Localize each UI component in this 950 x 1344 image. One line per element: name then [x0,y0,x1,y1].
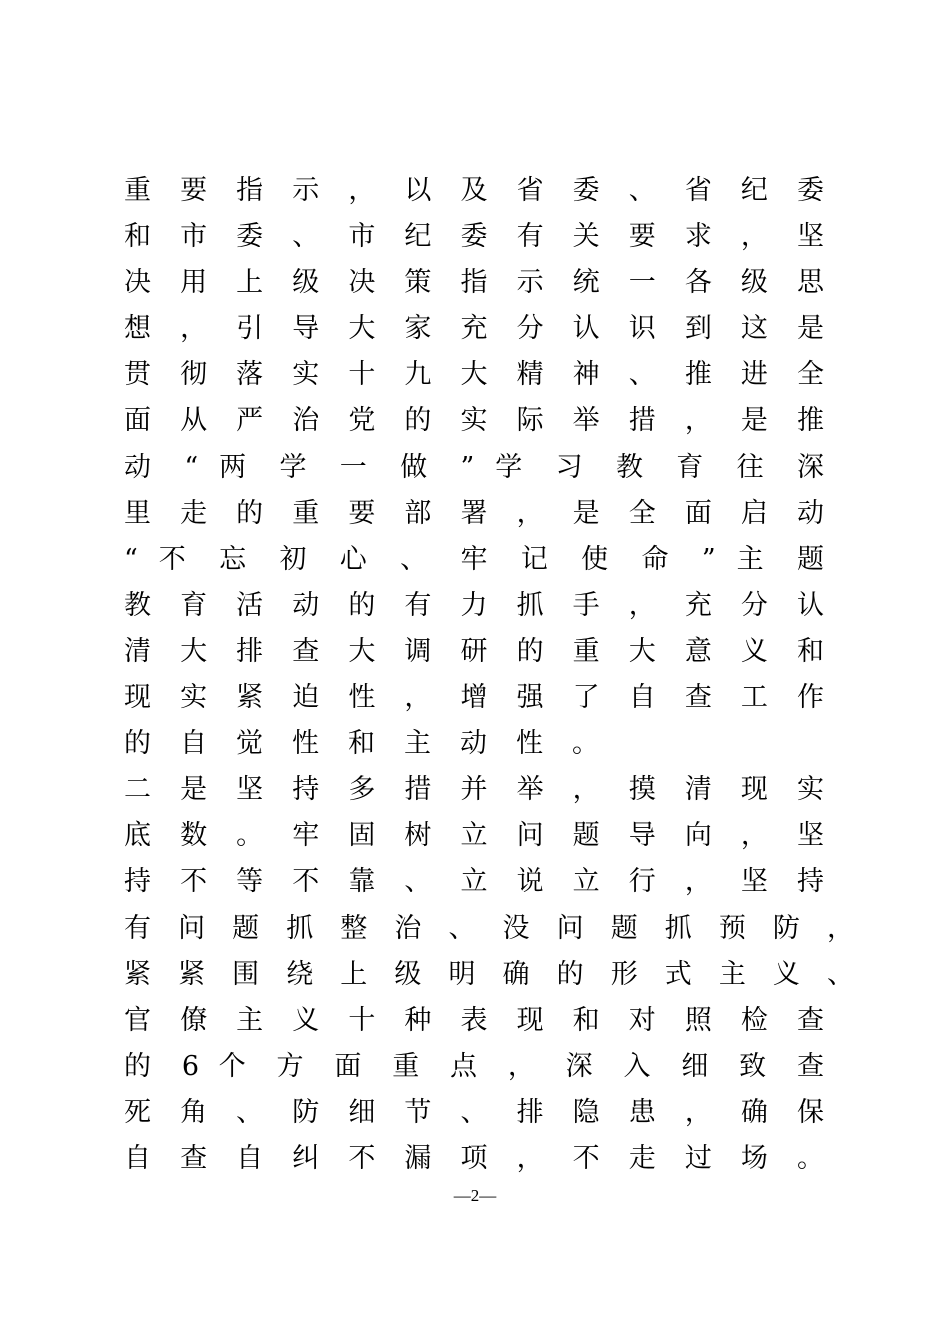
text-line: 紧 紧 围 绕 上 级 明 确 的 形 式 主 义 、 [124,958,854,990]
text-line: 自 查 自 纠 不 漏 项 ， 不 走 过 场 。 [124,1142,824,1174]
text-line: 和 市 委 、 市 纪 委 有 关 要 求 ， 坚 [124,221,824,253]
text-line: 动 “ 两 学 一 做 ” 学 习 教 育 往 深 [124,451,824,483]
text-line: 的 6 个 方 面 重 点 ， 深 入 细 致 查 [124,1050,824,1082]
text-line: 重 要 指 示 ， 以 及 省 委 、 省 纪 委 [124,175,824,206]
body-text [124,168,854,1182]
text-line: 贯 彻 落 实 十 九 大 精 神 、 推 进 全 [124,359,824,391]
text-line: 有 问 题 抓 整 治 、 没 问 题 抓 预 防 ， [124,912,854,944]
page-number: —2— [453,1186,497,1205]
text-line: 现 实 紧 迫 性 ， 增 强 了 自 查 工 作 [124,682,824,714]
text-line: 官 僚 主 义 十 种 表 现 和 对 照 检 查 [124,1004,824,1036]
text-line: 底 数 。 牢 固 树 立 问 题 导 向 ， 坚 [124,820,824,852]
text-line: 的自觉性和主动性。 [124,728,628,760]
text-line: 教 育 活 动 的 有 力 抓 手 ， 充 分 认 [124,589,824,621]
text-line: 持 不 等 不 靠 、 立 说 立 行 ， 坚 持 [124,866,824,898]
text-line: 清 大 排 查 大 调 研 的 重 大 意 义 和 [124,635,824,667]
text-line: “ 不 忘 初 心 、 牢 记 使 命 ” 主 题 [124,543,824,575]
text-line: 死 角 、 防 细 节 、 排 隐 患 ， 确 保 [124,1096,824,1128]
text-line: 面 从 严 治 党 的 实 际 举 措 ， 是 推 [124,405,824,437]
text-line: 二 是 坚 持 多 措 并 举 ， 摸 清 现 实 [124,774,824,806]
text-line: 决 用 上 级 决 策 指 示 统 一 各 级 思 [124,267,824,299]
text-line: 想 ， 引 导 大 家 充 分 认 识 到 这 是 [124,313,824,345]
text-line: 里 走 的 重 要 部 署 ， 是 全 面 启 动 [124,497,824,529]
